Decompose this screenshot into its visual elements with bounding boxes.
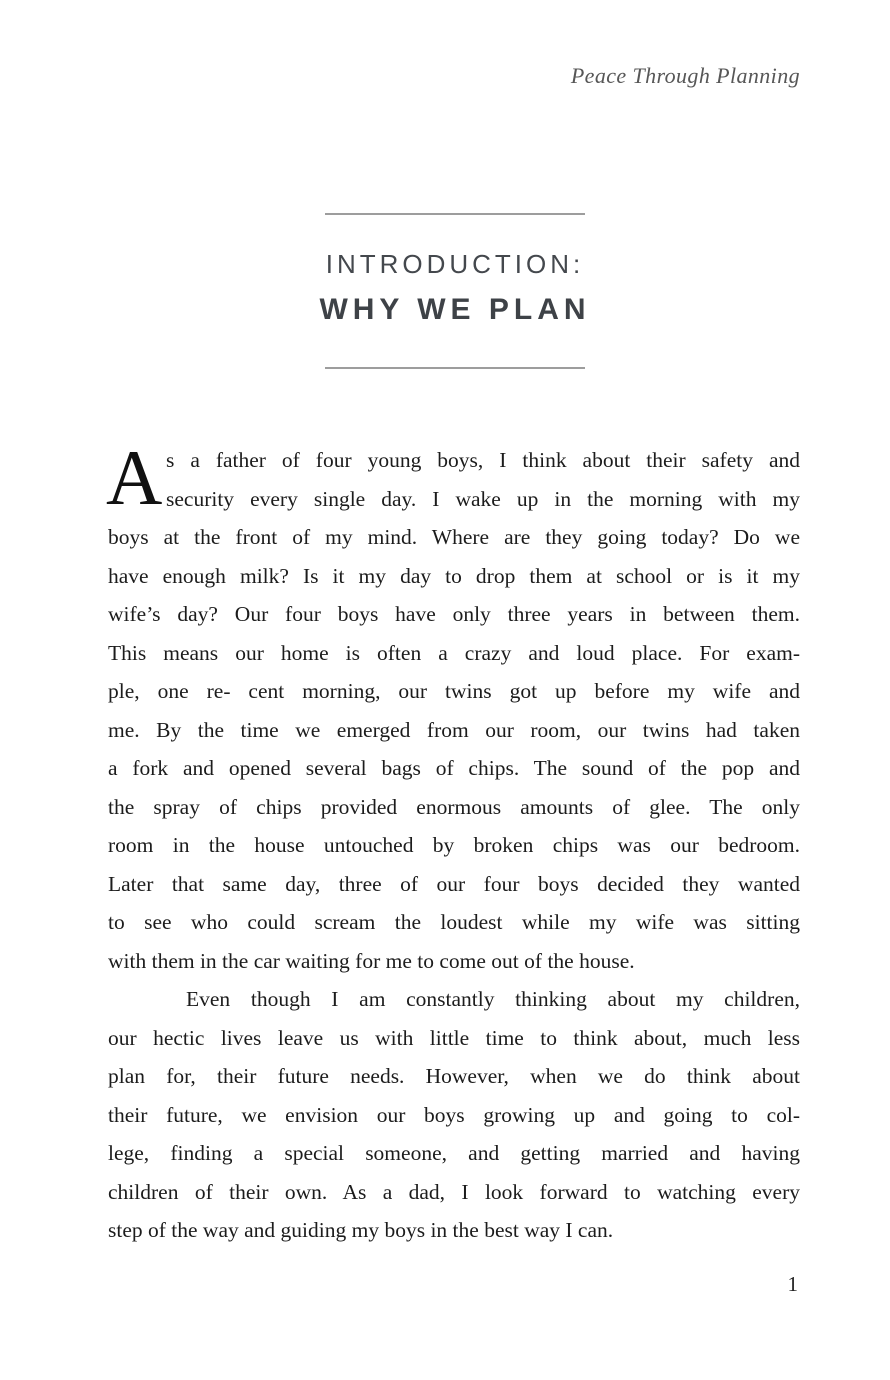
paragraph-two [108, 980, 800, 1250]
text-line: with them in the car waiting for me to come out of the house. [108, 948, 635, 973]
chapter-kicker: INTRODUCTION: [325, 249, 585, 279]
text-line: lege, finding a special someone, and getting married and having [108, 1141, 800, 1165]
chapter-heading [110, 0, 800, 369]
text-line: Later that same day, three of our four boys decided they wanted [108, 871, 800, 896]
text-line: the spray of chips provided enormous amounts of glee. The only [108, 794, 800, 819]
heading-rule-top [325, 213, 585, 215]
text-line: children of their own. As a dad, I look forward to watching every [108, 1179, 800, 1204]
text-line: plan for, their future needs. However, when we do think about [108, 1064, 800, 1088]
drop-cap: A [106, 434, 163, 521]
text-line: boys at the front of my mind. Where are they going today? Do we [108, 525, 800, 549]
text-line: to see who could scream the loudest while my wife was sitting [108, 910, 800, 934]
text-line: security every single day. I wake up in the morning with my [166, 486, 800, 511]
body-text [106, 434, 800, 1250]
text-line: step of the way and guiding my boys in the best way I can. [108, 1218, 614, 1242]
text-line: have enough milk? Is it my day to drop them at school or is it my [108, 563, 800, 588]
text-line: Even though I am constantly thinking about my children, [186, 987, 800, 1011]
text-line: wife’s day? Our four boys have only three years in between them. [108, 602, 800, 626]
text-line: their future, we envision our boys growing up and going to col- [108, 1102, 800, 1127]
text-line: This means our home is often a crazy and loud place. For exam- [108, 640, 800, 665]
heading-rule-bottom [325, 367, 585, 369]
page-number: 1 [787, 1272, 798, 1296]
text-line: ple, one re- cent morning, our twins got up before my wife and [108, 679, 800, 703]
text-line: s a father of four young boys, I think about their safety and [166, 448, 800, 472]
text-line: our hectic lives leave us with little time to think about, much less [108, 1025, 800, 1050]
text-line: me. By the time we emerged from our room, our twins had taken [108, 717, 800, 742]
paragraph-one [106, 434, 800, 980]
chapter-title: WHY WE PLAN [319, 293, 591, 326]
running-header: Peace Through Planning [570, 63, 800, 88]
text-line: room in the house untouched by broken chips was our bedroom. [108, 833, 800, 857]
text-line: a fork and opened several bags of chips. The sound of the pop and [108, 756, 800, 780]
